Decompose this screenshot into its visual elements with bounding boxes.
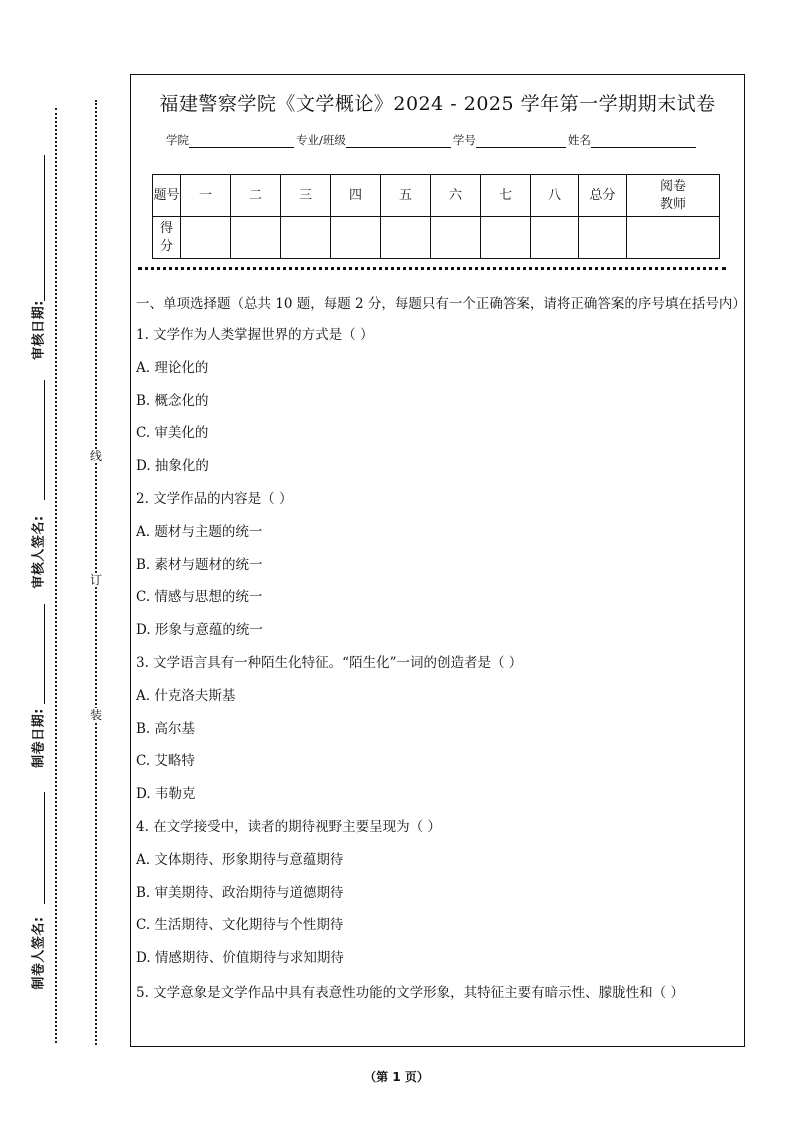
score-header-cell: 七 <box>481 175 531 217</box>
score-cell[interactable] <box>431 217 481 259</box>
score-header-cell: 一 <box>181 175 231 217</box>
signature-line <box>44 380 45 500</box>
name-blank[interactable] <box>591 134 696 148</box>
binding-mark-line: 线 <box>89 449 102 463</box>
score-cell[interactable] <box>381 217 431 259</box>
option-item: B. 审美期待、政治期待与道德期待 <box>136 884 344 901</box>
score-label-cell: 得分 <box>153 217 181 259</box>
score-cell[interactable] <box>281 217 331 259</box>
option-item: D. 情感期待、价值期待与求知期待 <box>136 950 344 967</box>
question-stem: 2. 文学作品的内容是（ ） <box>136 490 293 507</box>
score-cell[interactable] <box>627 217 720 259</box>
score-cell[interactable] <box>481 217 531 259</box>
score-header-cell: 八 <box>531 175 579 217</box>
section-single-choice <box>136 293 746 1004</box>
major-class-label: 专业/班级 <box>296 133 346 147</box>
question-stem: 3. 文学语言具有一种陌生化特征。“陌生化”一词的创造者是（ ） <box>136 654 523 671</box>
question-stem: 4. 在文学接受中，读者的期待视野主要呈现为（ ） <box>136 818 441 835</box>
section-divider <box>138 267 726 270</box>
score-table <box>152 174 720 259</box>
binding-dotted-line <box>55 108 57 1043</box>
option-item: D. 形象与意蕴的统一 <box>136 622 263 639</box>
option-item: A. 文体期待、形象期待与意蕴期待 <box>136 851 344 868</box>
score-header-cell: 三 <box>281 175 331 217</box>
score-cell[interactable] <box>331 217 381 259</box>
score-header-cell: 阅卷教师 <box>627 175 720 217</box>
score-cell[interactable] <box>579 217 627 259</box>
name-label: 姓名 <box>567 133 591 147</box>
college-label: 学院 <box>166 133 189 147</box>
student-info-row <box>166 132 698 148</box>
page-number: （第 1 页） <box>364 1070 429 1084</box>
page-title: 福建警察学院《文学概论》2024 - 2025 学年第一学期期末试卷 <box>159 93 716 115</box>
score-header-cell: 五 <box>381 175 431 217</box>
signature-line <box>44 155 45 301</box>
option-item: B. 高尔基 <box>136 720 196 737</box>
option-item: C. 审美化的 <box>136 425 209 442</box>
exam-paper <box>130 74 745 1047</box>
option-item: A. 什克洛夫斯基 <box>136 687 236 704</box>
option-item: B. 素材与题材的统一 <box>136 556 263 573</box>
binding-mark-install: 装 <box>89 708 102 722</box>
signature-line <box>44 792 45 904</box>
question-stem: 1. 文学作为人类掌握世界的方式是（ ） <box>136 327 374 343</box>
option-item: C. 艾略特 <box>136 753 195 770</box>
score-header-cell: 四 <box>331 175 381 217</box>
score-header-cell: 六 <box>431 175 481 217</box>
option-item: C. 生活期待、文化期待与个性期待 <box>136 917 344 934</box>
option-item: D. 抽象化的 <box>136 458 209 475</box>
student-id-label: 学号 <box>452 133 476 147</box>
option-item: A. 题材与主题的统一 <box>136 523 263 540</box>
signature-line <box>44 604 45 704</box>
option-item: D. 韦勒克 <box>136 786 196 803</box>
college-blank[interactable] <box>189 134 294 148</box>
option-item: A. 理论化的 <box>136 359 209 376</box>
score-table-score-row <box>153 217 720 259</box>
question-stem: 5. 文学意象是文学作品中具有表意性功能的文学形象，其特征主要有暗示性、朦胧性和（ ） <box>136 984 684 1001</box>
score-cell[interactable] <box>181 217 231 259</box>
score-header-cell: 二 <box>231 175 281 217</box>
score-cell[interactable] <box>531 217 579 259</box>
score-cell[interactable] <box>231 217 281 259</box>
score-header-cell: 总分 <box>579 175 627 217</box>
major-class-blank[interactable] <box>346 134 451 148</box>
score-header-cell: 题号 <box>153 175 181 217</box>
section-heading: 一、单项选择题（总共 10 题，每题 2 分，每题只有一个正确答案，请将正确答案的序号填在括号内） <box>136 296 746 312</box>
score-table-header-row <box>153 175 720 217</box>
student-id-blank[interactable] <box>476 134 566 148</box>
option-item: C. 情感与思想的统一 <box>136 589 263 606</box>
binding-mark-bind: 订 <box>89 573 102 587</box>
option-item: B. 概念化的 <box>136 392 209 409</box>
